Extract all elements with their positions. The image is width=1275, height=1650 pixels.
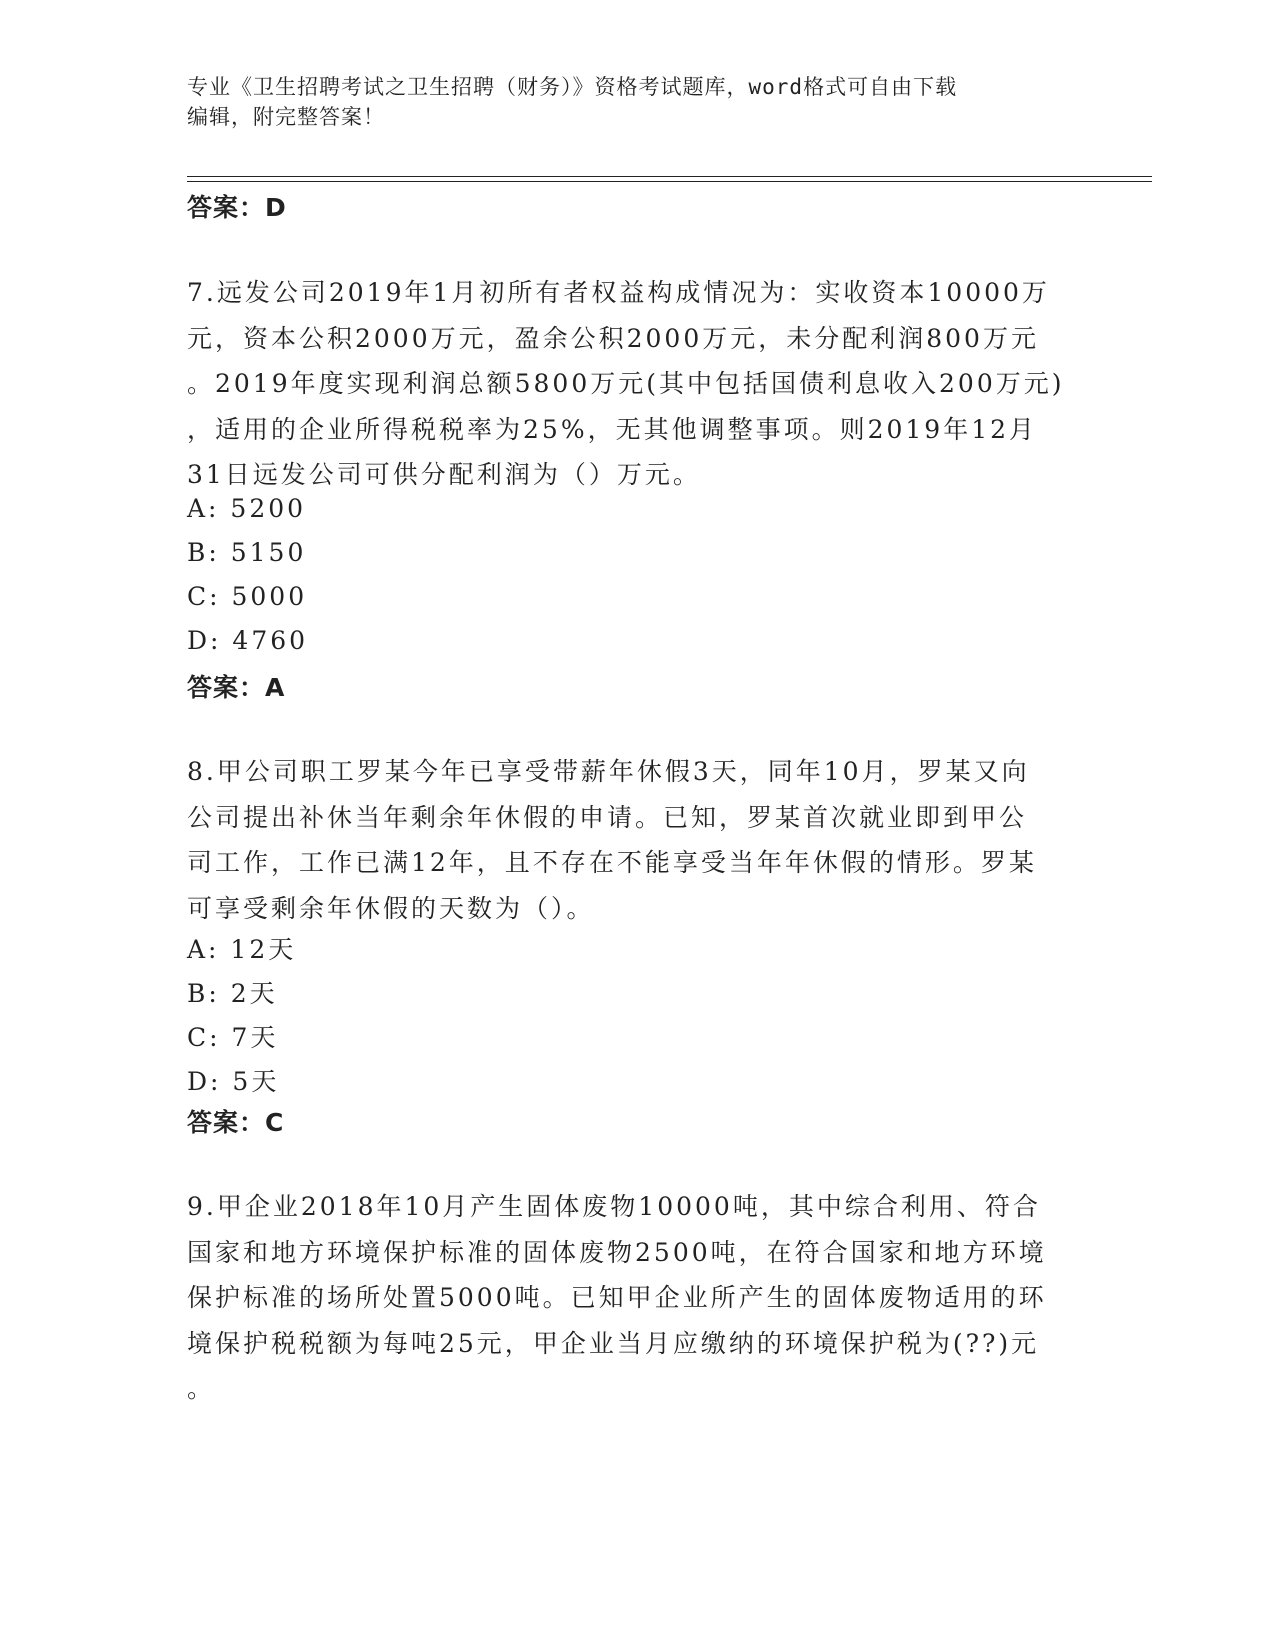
- question-8-answer: 答案：C: [187, 1108, 285, 1137]
- question-line: 8.甲公司职工罗某今年已享受带薪年休假3天，同年10月，罗某又向: [187, 757, 1030, 786]
- question-7-option-a: A: 5200: [187, 494, 307, 523]
- header-line-2: 编辑，附完整答案！: [187, 105, 385, 129]
- question-line: 可享受剩余年休假的天数为（）。: [187, 893, 595, 923]
- header-line-1: 专业《卫生招聘考试之卫生招聘（财务）》资格考试题库，word格式可自由下载: [187, 75, 958, 99]
- question-8-option-b: B: 2天: [187, 979, 278, 1008]
- question-line: 元，资本公积2000万元，盈余公积2000万元，未分配利润800万元: [187, 323, 1039, 353]
- question-9-text: [187, 1184, 1067, 1412]
- question-line: 司工作，工作已满12年，且不存在不能享受当年年休假的情形。罗某: [187, 848, 1037, 877]
- header-divider-bottom: [187, 181, 1152, 182]
- question-line: 。2019年度实现利润总额5800万元(其中包括国债利息收入200万元): [187, 369, 1065, 398]
- question-line: 31日远发公司可供分配利润为（）万元。: [187, 460, 701, 489]
- question-line: 7.远发公司2019年1月初所有者权益构成情况为：实收资本10000万: [187, 278, 1050, 307]
- question-8-option-a: A: 12天: [187, 935, 297, 964]
- header-divider-top: [187, 176, 1152, 177]
- question-7-answer: 答案：A: [187, 673, 286, 702]
- question-line: ，适用的企业所得税税率为25%，无其他调整事项。则2019年12月: [187, 414, 1038, 444]
- question-8-text: [187, 749, 1067, 931]
- question-line: 保护标准的场所处置5000吨。已知甲企业所产生的固体废物适用的环: [187, 1283, 1047, 1312]
- question-line: 9.甲企业2018年10月产生固体废物10000吨，其中综合利用、符合: [187, 1192, 1041, 1221]
- question-7-option-b: B: 5150: [187, 538, 307, 567]
- question-7-option-d: D: 4760: [187, 626, 309, 655]
- question-8-option-c: C: 7天: [187, 1023, 279, 1052]
- question-8-option-d: D: 5天: [187, 1067, 280, 1096]
- previous-answer: 答案：D: [187, 193, 287, 222]
- question-line: 。: [187, 1374, 216, 1403]
- question-line: 公司提出补休当年剩余年休假的申请。已知，罗某首次就业即到甲公: [187, 802, 1028, 832]
- question-line: 国家和地方环境保护标准的固体废物2500吨，在符合国家和地方环境: [187, 1237, 1047, 1267]
- question-line: 境保护税税额为每吨25元，甲企业当月应缴纳的环境保护税为(??)元: [187, 1328, 1040, 1358]
- question-7-option-c: C: 5000: [187, 582, 308, 611]
- question-7-text: [187, 270, 1067, 498]
- document-header: [187, 72, 1067, 132]
